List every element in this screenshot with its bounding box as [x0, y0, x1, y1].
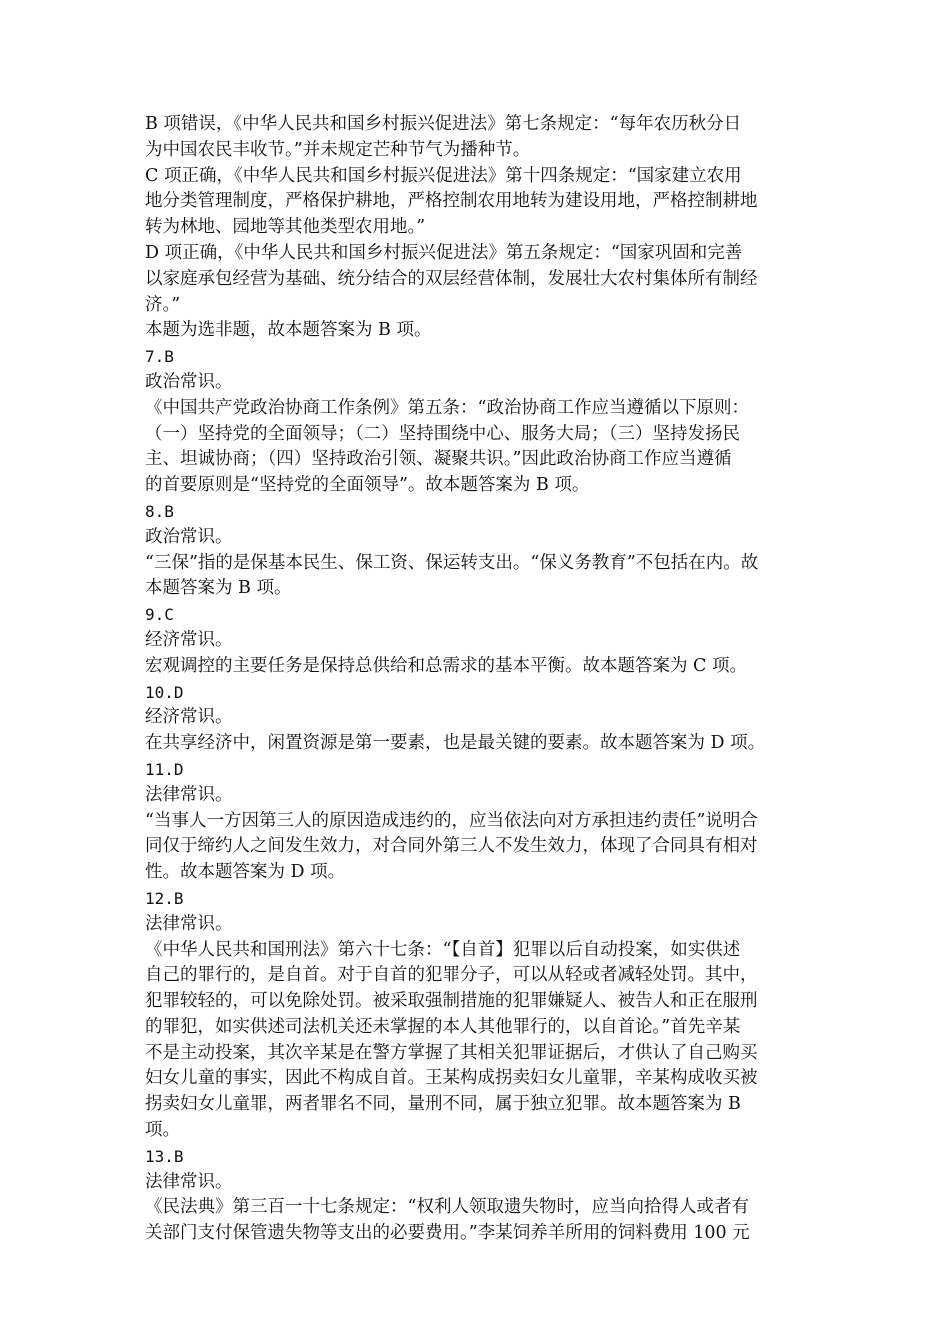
question-number: 9.C [145, 605, 174, 625]
text-line: 在共享经济中，闲置资源是第一要素，也是最关键的要素。故本题答案为 D 项。 [145, 733, 766, 754]
text-line: 拐卖妇女儿童罪，两者罪名不同，量刑不同，属于独立犯罪。故本题答案为 B [145, 1094, 741, 1115]
text-line: 性。故本题答案为 D 项。 [145, 862, 346, 883]
text-line: 本题为选非题，故本题答案为 B 项。 [145, 320, 432, 341]
document-body [145, 112, 813, 1247]
text-line: 自己的罪行的，是自首。对于自首的犯罪分子，可以从轻或者减轻处罚。其中， [145, 965, 758, 986]
text-line: C 项正确，《中华人民共和国乡村振兴促进法》第十四条规定：“国家建立农用 [145, 165, 742, 186]
category-label: 法律常识。 [145, 913, 233, 934]
category-label: 经济常识。 [145, 629, 233, 650]
text-line: “当事人一方因第三人的原因造成违约的，应当依法向对方承担违约责任”说明合 [145, 810, 758, 831]
question-number: 8.B [145, 501, 174, 521]
text-line: 项。 [145, 1120, 180, 1141]
text-line: 关部门支付保管遗失物等支出的必要费用。”李某饲养羊所用的饲料费用 100 元 [145, 1223, 750, 1244]
text-line: （一）坚持党的全面领导；（二）坚持围绕中心、服务大局；（三）坚持发扬民 [145, 423, 740, 444]
text-line: 为中国农民丰收节。”并未规定芒种节气为播种节。 [145, 139, 531, 160]
category-label: 政治常识。 [145, 371, 233, 392]
text-line: D 项正确，《中华人民共和国乡村振兴促进法》第五条规定：“国家巩固和完善 [145, 242, 743, 263]
text-line: 《中华人民共和国刑法》第六十七条：“【自首】犯罪以后自动投案，如实供述 [145, 939, 741, 960]
text-line: 主、坦诚协商；（四）坚持政治引领、凝聚共识。”因此政治协商工作应当遵循 [145, 449, 732, 470]
text-line: 宏观调控的主要任务是保持总供给和总需求的基本平衡。故本题答案为 C 项。 [145, 655, 748, 676]
text-line: 以家庭承包经营为基础、统分结合的双层经营体制，发展壮大农村集体所有制经 [145, 268, 758, 289]
text-line: 的首要原则是“坚持党的全面领导”。故本题答案为 B 项。 [145, 475, 590, 496]
text-line: 济。” [145, 294, 181, 315]
category-label: 政治常识。 [145, 526, 233, 547]
question-number: 13.B [145, 1146, 184, 1166]
text-line: 犯罪较轻的，可以免除处罚。被采取强制措施的犯罪嫌疑人、被告人和正在服刑 [145, 991, 758, 1012]
question-number: 7.B [145, 347, 174, 367]
text-line: B 项错误，《中华人民共和国乡村振兴促进法》第七条规定：“每年农历秋分日 [145, 114, 742, 134]
category-label: 经济常识。 [145, 707, 233, 728]
text-line: 同仅于缔约人之间发生效力，对合同外第三人不发生效力，体现了合同具有相对 [145, 836, 758, 857]
category-label: 法律常识。 [145, 784, 233, 805]
text-line: “三保”指的是保基本民生、保工资、保运转支出。“保义务教育”不包括在内。故 [145, 552, 759, 573]
text-line: 《民法典》第三百一十七条规定：“权利人领取遗失物时，应当向拾得人或者有 [145, 1197, 749, 1218]
question-number: 11.D [145, 759, 184, 779]
text-line: 的罪犯，如实供述司法机关还未掌握的本人其他罪行的，以自首论。”首先辛某 [145, 1016, 741, 1037]
text-line: 本题答案为 B 项。 [145, 578, 292, 599]
text-line: 不是主动投案，其次辛某是在警方掌握了其相关犯罪证据后，才供认了自己购买 [145, 1042, 758, 1063]
question-number: 10.D [145, 682, 184, 702]
text-line: 妇女儿童的事实，因此不构成自首。王某构成拐卖妇女儿童罪，辛某构成收买被 [145, 1068, 758, 1089]
question-number: 12.B [145, 888, 184, 908]
text-line: 《中国共产党政治协商工作条例》第五条：“政治协商工作应当遵循以下原则： [145, 397, 749, 418]
text-line: 地分类管理制度，严格保护耕地，严格控制农用地转为建设用地，严格控制耕地 [145, 191, 758, 212]
text-line: 转为林地、园地等其他类型农用地。” [145, 217, 426, 238]
category-label: 法律常识。 [145, 1171, 233, 1192]
